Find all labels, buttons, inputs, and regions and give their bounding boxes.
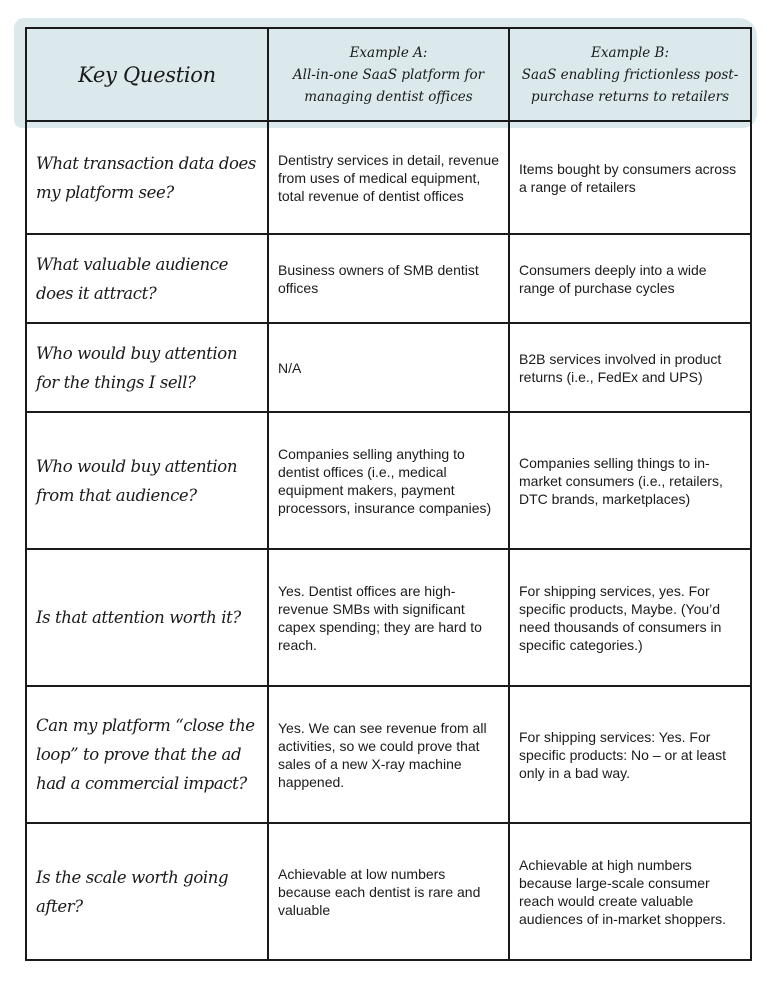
example-a-cell	[268, 823, 509, 960]
example-a-header	[268, 28, 509, 121]
example-b-cell	[509, 412, 751, 549]
table-row	[26, 412, 751, 549]
example-a-cell	[268, 121, 509, 234]
example-b-answer: Achievable at high numbers because large-scale consumer reach would create valuable audiences of in-market shoppers.	[519, 856, 726, 927]
table-row	[26, 549, 751, 686]
example-a-cell	[268, 323, 509, 412]
example-b-cell	[509, 549, 751, 686]
example-b-answer: For shipping services, yes. For specific products, Maybe. (You’d need thousands of consumers in specific categories.)	[519, 582, 722, 653]
question-text: What valuable audience does it attract?	[36, 254, 228, 303]
example-a-answer: N/A	[278, 359, 302, 376]
example-b-title: Example B:	[590, 44, 670, 61]
question-cell	[26, 234, 268, 323]
table-row	[26, 323, 751, 412]
table-row	[26, 121, 751, 234]
question-text: Who would buy attention for the things I sell?	[36, 343, 238, 392]
example-b-cell	[509, 823, 751, 960]
question-text: What transaction data does my platform see?	[36, 153, 256, 202]
example-a-answer: Business owners of SMB dentist offices	[278, 261, 479, 296]
question-text: Can my platform “close the loop” to prove that the ad had a commercial impact?	[36, 716, 255, 793]
question-cell	[26, 412, 268, 549]
question-text: Who would buy attention from that audience?	[36, 456, 238, 505]
question-cell	[26, 686, 268, 823]
example-a-answer: Companies selling anything to dentist offices (i.e., medical equipment makers, payment processors, insurance companies)	[278, 445, 492, 516]
example-a-answer: Achievable at low numbers because each dentist is rare and valuable	[278, 865, 481, 918]
example-b-header	[509, 28, 751, 121]
example-a-cell	[268, 234, 509, 323]
example-a-subtitle: All-in-one SaaS platform for managing dentist offices	[292, 66, 485, 105]
question-text: Is that attention worth it?	[36, 608, 241, 627]
example-a-title: Example A:	[349, 44, 428, 61]
example-b-cell	[509, 686, 751, 823]
example-a-answer: Yes. Dentist offices are high-revenue SMBs with significant capex spending; they are hard to reach.	[278, 582, 482, 653]
example-b-answer: Companies selling things to in-market consumers (i.e., retailers, DTC brands, marketplaces)	[519, 454, 723, 507]
table-row	[26, 686, 751, 823]
question-cell	[26, 549, 268, 686]
example-b-cell	[509, 234, 751, 323]
example-b-subtitle: SaaS enabling frictionless post-purchase returns to retailers	[521, 66, 739, 105]
example-a-answer: Dentistry services in detail, revenue from uses of medical equipment, total revenue of dentist offices	[278, 151, 499, 204]
comparison-table	[25, 27, 752, 961]
question-cell	[26, 121, 268, 234]
example-a-answer: Yes. We can see revenue from all activities, so we could prove that sales of a new X-ray machine happened.	[278, 719, 487, 790]
key-question-header	[26, 28, 268, 121]
question-cell	[26, 323, 268, 412]
table-row	[26, 234, 751, 323]
question-cell	[26, 823, 268, 960]
example-a-cell	[268, 412, 509, 549]
example-b-cell	[509, 121, 751, 234]
example-b-cell	[509, 323, 751, 412]
example-b-answer: Consumers deeply into a wide range of purchase cycles	[519, 261, 707, 296]
question-text: Is the scale worth going after?	[36, 867, 229, 916]
example-b-answer: For shipping services: Yes. For specific products: No – or at least only in a bad way.	[519, 728, 726, 781]
example-a-cell	[268, 549, 509, 686]
example-b-answer: B2B services involved in product returns (i.e., FedEx and UPS)	[519, 350, 722, 385]
table-row	[26, 823, 751, 960]
example-b-answer: Items bought by consumers across a range of retailers	[519, 160, 737, 195]
key-question-title: Key Question	[78, 62, 216, 87]
table-header-row	[26, 28, 751, 121]
example-a-cell	[268, 686, 509, 823]
